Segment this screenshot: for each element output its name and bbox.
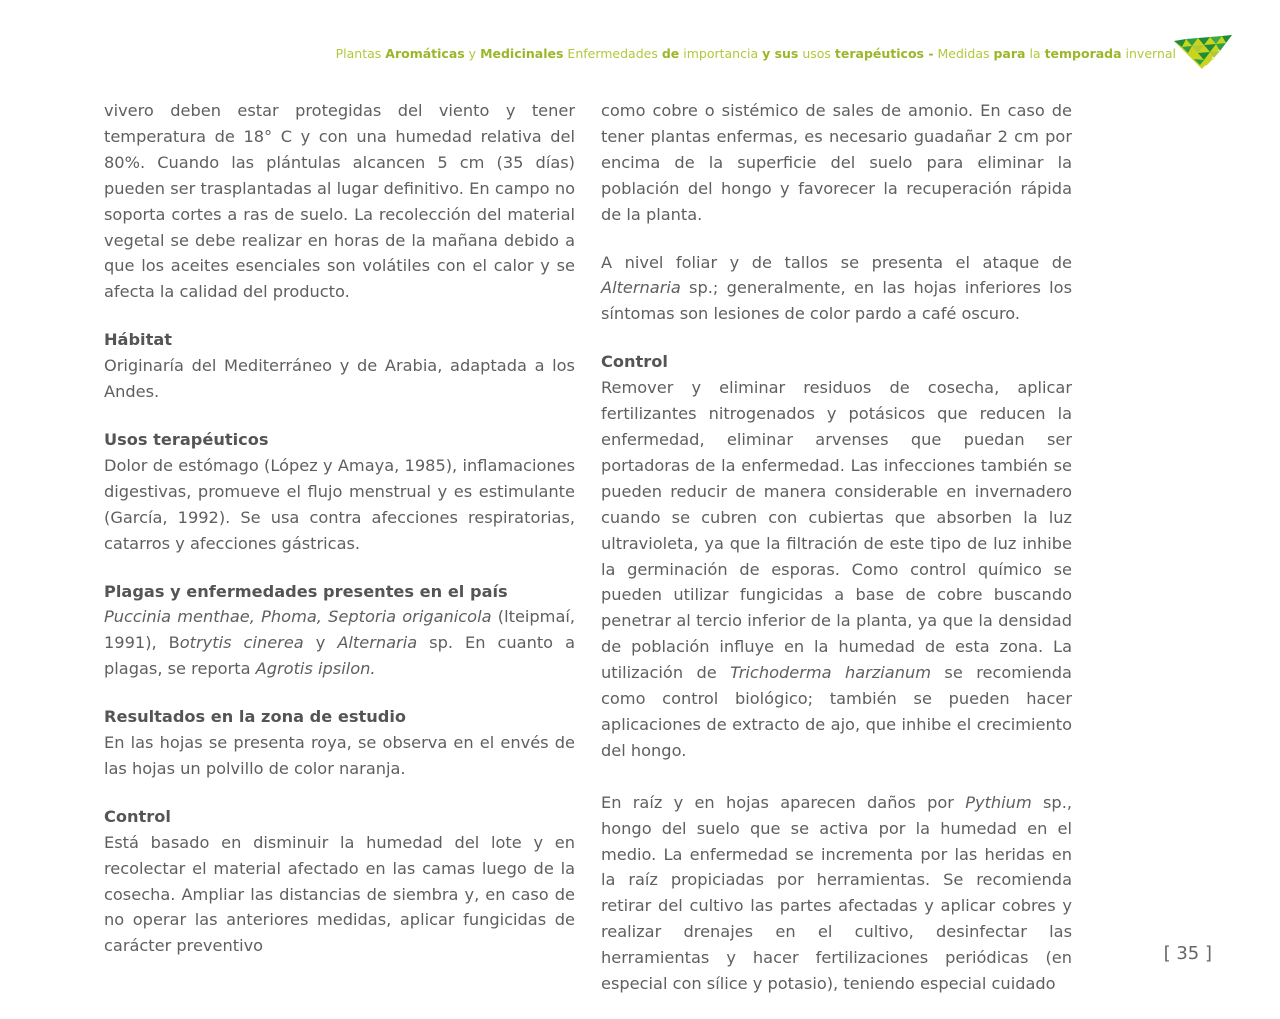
section-text <box>601 375 1072 764</box>
header-seg: Aromáticas <box>385 46 465 61</box>
header-seg: terapéuticos - <box>834 46 934 61</box>
habitat-section <box>104 327 575 405</box>
header-seg: de <box>661 46 680 61</box>
species-name: Alternaria <box>337 633 418 653</box>
control-section-right <box>601 349 1072 764</box>
species-name: Alternaria <box>601 278 681 298</box>
text-run: sp.; generalmente, en las hojas inferiores los síntomas son lesiones de color pardo a café oscuro. <box>601 278 1072 324</box>
text-run: A nivel foliar y de tallos se presenta el ataque de <box>601 252 1072 272</box>
header-seg: usos <box>798 46 835 61</box>
section-heading: Control <box>104 806 171 826</box>
header-seg: Medicinales <box>480 46 564 61</box>
section-heading: Usos terapéuticos <box>104 429 269 449</box>
usos-section <box>104 427 575 557</box>
species-name: Trichoderma harzianum <box>730 663 932 683</box>
header-seg: y <box>464 46 481 61</box>
header-seg: importancia <box>679 46 763 61</box>
header-seg: temporada <box>1044 46 1122 61</box>
control-section <box>104 804 575 959</box>
header-seg: para <box>993 46 1026 61</box>
text-run: Remover y eliminar residuos de cosecha, aplicar fertilizantes nitrogenados y potásicos que reducen la enfermedad, eliminar arvenses que puedan ser portadoras de la enfermedad. Las infecciones también se pueden reducir de manera considerable en invernadero cuando se cubren con cubiertas que absorben la luz ultravioleta, ya que la filtración de este tipo de luz inhibe la germinación de esporas. Como control químico se pueden utilizar fungicidas a base de cobre buscando penetrar al tercio inferior de la planta, ya que la densidad de población influye en la humedad de esta zona. La utilización de <box>601 378 1072 683</box>
header-seg: Medidas <box>933 46 994 61</box>
species-name: otrytis cinerea <box>179 633 304 653</box>
section-text: Originaría del Mediterráneo y de Arabia, adaptada a los Andes. <box>104 356 575 402</box>
intro-paragraph: vivero deben estar protegidas del viento y tener temperatura de 18° C y con una humedad relativa del 80%. Cuando las plántulas alcancen 5 cm (35 días) pueden ser trasplantadas al lugar definitivo. En campo no soporta cortes a ras de suelo. La recolección del material vegetal se debe realizar en horas de la mañana debido a que los aceites esenciales son volátiles con el calor y se afecta la calidad del producto. <box>104 101 575 302</box>
foliar-paragraph <box>601 250 1072 328</box>
text-run: se recomienda como control biológico; también se pueden hacer aplicaciones de extracto de ajo, que inhibe el crecimiento del hongo. <box>601 663 1072 760</box>
header-seg: invernal <box>1121 46 1176 61</box>
right-column <box>601 98 1072 1019</box>
resultados-section <box>104 704 575 782</box>
section-heading: Resultados en la zona de estudio <box>104 707 406 727</box>
running-header <box>300 46 1176 61</box>
section-text: En las hojas se presenta roya, se observa en el envés de las hojas un polvillo de color naranja. <box>104 733 575 778</box>
section-text: Dolor de estómago (López y Amaya, 1985), inflamaciones digestivas, promueve el flujo menstrual y es estimulante (García, 1992). Se usa contra afecciones respiratorias, catarros y afecciones gástricas. <box>104 455 575 553</box>
text-run: (lteipmaí, 1991), B <box>104 607 576 653</box>
text-run: sp., hongo del suelo que se activa por la humedad en el medio. La enfermedad se incrementa por las heridas en la raíz propiciadas por herramientas. Se recomienda retirar del cultivo las partes afectadas y aplicar cobres y realizar drenajes en el cultivo, desinfectar las herramientas y hacer fertilizaciones periódicas (en especial con sílice y potasio), teniendo especial cuidado <box>601 792 1072 994</box>
raiz-paragraph <box>601 790 1072 997</box>
header-seg: Plantas <box>335 46 386 61</box>
species-name: Puccinia menthae, Phoma, Septoria origanicola <box>104 607 492 627</box>
section-heading: Control <box>601 352 668 372</box>
page-number: [ 35 ] <box>1163 943 1212 964</box>
left-column <box>104 98 575 981</box>
section-heading: Plagas y enfermedades presentes en el país <box>104 581 508 601</box>
text-run: sp. En cuanto a plagas, se reporta <box>104 633 576 679</box>
intro-paragraph: como cobre o sistémico de sales de amonio. En caso de tener plantas enfermas, es necesario guadañar 2 cm por encima de la superficie del suelo para eliminar la población del hongo y favorecer la recuperación rápida de la planta. <box>601 101 1072 224</box>
text-run: y <box>303 633 338 653</box>
header-seg: y sus <box>762 46 799 61</box>
species-name: Agrotis ipsilon. <box>255 659 376 679</box>
triangle-mosaic-logo-icon <box>1172 31 1234 71</box>
section-heading: Hábitat <box>104 330 173 350</box>
section-text: Está basado en disminuir la humedad del lote y en recolectar el material afectado en las camas luego de la cosecha. Ampliar las distancias de siembra y, en caso de no operar las anteriores medidas, aplicar fungicidas de carácter preventivo <box>104 832 575 956</box>
text-run: En raíz y en hojas aparecen daños por <box>601 792 966 812</box>
species-name: Pythium <box>965 792 1032 812</box>
header-seg: Enfermedades <box>563 46 662 61</box>
header-seg: la <box>1025 46 1045 61</box>
section-text <box>104 604 575 682</box>
plagas-section <box>104 579 575 683</box>
